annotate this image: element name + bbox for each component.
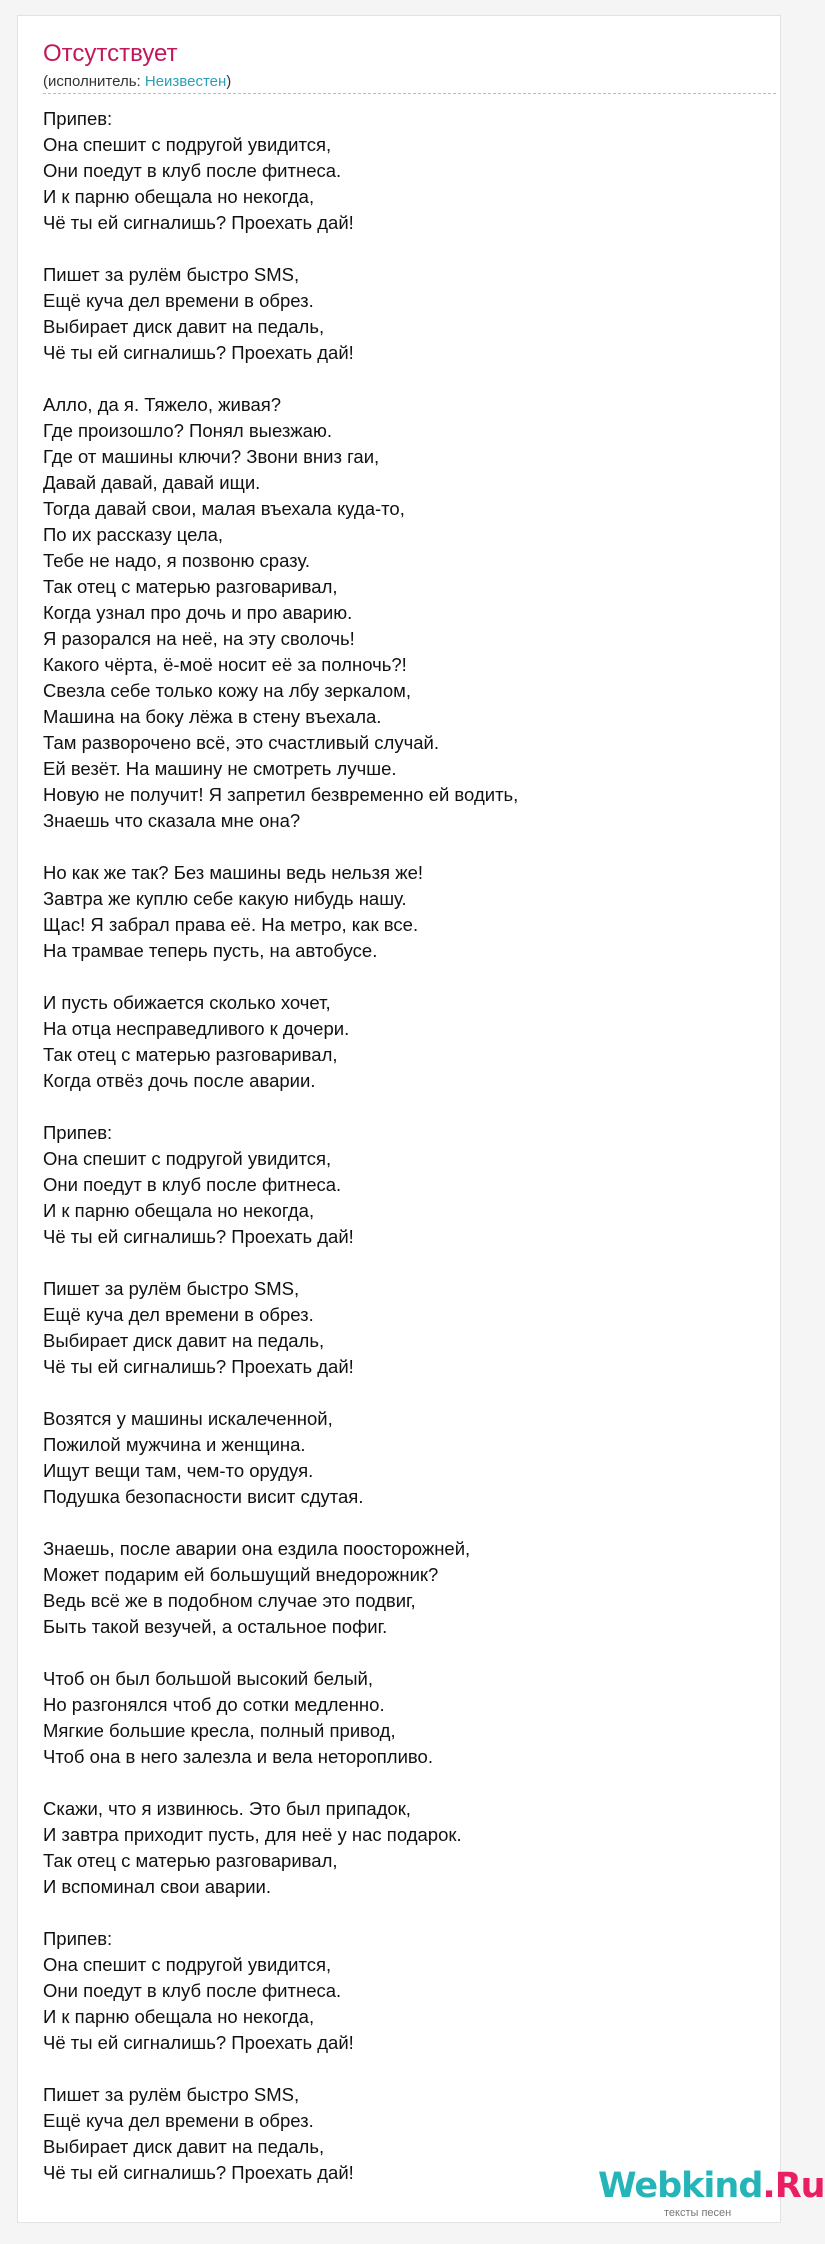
lyric-line: Выбирает диск давит на педаль, xyxy=(43,2136,325,2157)
lyrics-stanza xyxy=(43,1796,743,1900)
lyric-line: И к парню обещала но некогда, xyxy=(43,1200,315,1221)
lyric-line: Чтоб он был большой высокий белый, xyxy=(43,1668,374,1689)
lyric-line: Но разгонялся чтоб до сотки медленно. xyxy=(43,1694,385,1715)
artist-link[interactable]: Неизвестен xyxy=(144,73,227,90)
lyric-line: Чё ты ей сигналишь? Проехать дай! xyxy=(43,1226,354,1247)
lyrics-stanza xyxy=(43,106,743,236)
lyric-line: Свезла себе только кожу на лбу зеркалом, xyxy=(43,680,411,701)
lyric-line: Они поедут в клуб после фитнеса. xyxy=(43,1174,342,1195)
lyric-line: Припев: xyxy=(43,1122,113,1143)
lyric-line: Выбирает диск давит на педаль, xyxy=(43,316,325,337)
lyric-line: Где от машины ключи? Звони вниз гаи, xyxy=(43,446,380,467)
lyric-line: Ещё куча дел времени в обрез. xyxy=(43,1304,314,1325)
lyric-line: Она спешит с подругой увидится, xyxy=(43,1148,332,1169)
lyric-line: Ещё куча дел времени в обрез. xyxy=(43,2110,314,2131)
lyric-line: Они поедут в клуб после фитнеса. xyxy=(43,1980,342,2001)
lyric-line: Ей везёт. На машину не смотреть лучше. xyxy=(43,758,397,779)
logo-tagline: тексты песен xyxy=(664,2207,732,2219)
lyrics-stanza xyxy=(43,1926,743,2056)
artist-line xyxy=(43,72,231,92)
lyrics-stanza xyxy=(43,262,743,366)
lyric-line: Припев: xyxy=(43,108,113,129)
lyrics-stanza xyxy=(43,1406,743,1510)
lyrics-page xyxy=(17,15,825,2223)
lyric-line: Там разворочено всё, это счастливый случай. xyxy=(43,732,439,753)
lyric-line: Чё ты ей сигналишь? Проехать дай! xyxy=(43,2032,354,2053)
lyric-line: Может подарим ей большущий внедорожник? xyxy=(43,1564,439,1585)
dashed-divider xyxy=(43,93,776,94)
lyric-line: Где произошло? Понял выезжаю. xyxy=(43,420,332,441)
lyric-line: Машина на боку лёжа в стену въехала. xyxy=(43,706,382,727)
lyric-line: Щас! Я забрал права её. На метро, как все. xyxy=(43,914,419,935)
lyric-line: Так отец с матерью разговаривал, xyxy=(43,1850,338,1871)
lyrics-stanza xyxy=(43,1276,743,1380)
lyric-line: Припев: xyxy=(43,1928,113,1949)
lyric-line: Чтоб она в него залезла и вела неторопливо. xyxy=(43,1746,433,1767)
lyric-line: Пишет за рулём быстро SMS, xyxy=(43,1278,300,1299)
lyrics-body xyxy=(43,106,743,2212)
logo-web: Web xyxy=(598,2166,682,2206)
lyrics-stanza xyxy=(43,990,743,1094)
lyric-line: И к парню обещала но некогда, xyxy=(43,186,315,207)
lyric-line: Она спешит с подругой увидится, xyxy=(43,1954,332,1975)
artist-prefix: (исполнитель: xyxy=(43,73,145,90)
lyric-line: Пишет за рулём быстро SMS, xyxy=(43,264,300,285)
logo-wordmark xyxy=(598,2164,825,2208)
lyric-line: Подушка безопасности висит сдутая. xyxy=(43,1486,364,1507)
lyric-line: Скажи, что я извинюсь. Это был припадок, xyxy=(43,1798,411,1819)
lyric-line: Давай давай, давай ищи. xyxy=(43,472,261,493)
song-title: Отсутствует xyxy=(43,40,178,67)
lyric-line: Чё ты ей сигналишь? Проехать дай! xyxy=(43,212,354,233)
lyric-line: Выбирает диск давит на педаль, xyxy=(43,1330,325,1351)
lyric-line: По их рассказу цела, xyxy=(43,524,224,545)
lyric-line: Знаешь что сказала мне она? xyxy=(43,810,301,831)
lyric-line: На трамвае теперь пусть, на автобусе. xyxy=(43,940,378,961)
lyric-line: Чё ты ей сигналишь? Проехать дай! xyxy=(43,2162,354,2183)
lyric-line: Алло, да я. Тяжело, живая? xyxy=(43,394,282,415)
lyric-line: Но как же так? Без машины ведь нельзя же! xyxy=(43,862,424,883)
lyric-line: Так отец с матерью разговаривал, xyxy=(43,1044,338,1065)
lyric-line: Я разорался на неё, на эту сволочь! xyxy=(43,628,355,649)
lyric-line: Когда узнал про дочь и про аварию. xyxy=(43,602,353,623)
webkind-logo[interactable] xyxy=(598,2164,825,2244)
lyric-line: Тогда давай свои, малая въехала куда-то, xyxy=(43,498,405,519)
lyric-line: Завтра же куплю себе какую нибудь нашу. xyxy=(43,888,407,909)
lyric-line: И вспоминал свои аварии. xyxy=(43,1876,272,1897)
lyric-line: Пишет за рулём быстро SMS, xyxy=(43,2084,300,2105)
lyric-line: Когда отвёз дочь после аварии. xyxy=(43,1070,316,1091)
lyric-line: Так отец с матерью разговаривал, xyxy=(43,576,338,597)
lyrics-stanza xyxy=(43,860,743,964)
lyric-line: И пусть обижается сколько хочет, xyxy=(43,992,331,1013)
lyric-line: И к парню обещала но некогда, xyxy=(43,2006,315,2027)
lyric-line: Они поедут в клуб после фитнеса. xyxy=(43,160,342,181)
lyrics-stanza xyxy=(43,1666,743,1770)
logo-ru: .Ru xyxy=(762,2166,825,2206)
lyric-line: Ведь всё же в подобном случае это подвиг, xyxy=(43,1590,416,1611)
lyrics-stanza xyxy=(43,1120,743,1250)
lyric-line: Она спешит с подругой увидится, xyxy=(43,134,332,155)
lyric-line: Возятся у машины искалеченной, xyxy=(43,1408,333,1429)
lyric-line: Ищут вещи там, чем-то орудуя. xyxy=(43,1460,314,1481)
lyric-line: И завтра приходит пусть, для неё у нас подарок. xyxy=(43,1824,462,1845)
artist-suffix: ) xyxy=(226,73,232,90)
lyric-line: Мягкие большие кресла, полный привод, xyxy=(43,1720,396,1741)
lyric-line: Новую не получит! Я запретил безвременно ей водить, xyxy=(43,784,519,805)
lyric-line: Какого чёрта, ё-моё носит её за полночь?! xyxy=(43,654,407,675)
logo-kind: kind xyxy=(681,2166,763,2206)
lyric-line: На отца несправедливого к дочери. xyxy=(43,1018,350,1039)
lyric-line: Пожилой мужчина и женщина. xyxy=(43,1434,306,1455)
lyric-line: Чё ты ей сигналишь? Проехать дай! xyxy=(43,342,354,363)
lyric-line: Знаешь, после аварии она ездила поосторожней, xyxy=(43,1538,471,1559)
lyrics-stanza xyxy=(43,392,743,834)
lyric-line: Ещё куча дел времени в обрез. xyxy=(43,290,314,311)
lyrics-stanza xyxy=(43,1536,743,1640)
lyric-line: Быть такой везучей, а остальное пофиг. xyxy=(43,1616,388,1637)
lyric-line: Чё ты ей сигналишь? Проехать дай! xyxy=(43,1356,354,1377)
lyric-line: Тебе не надо, я позвоню сразу. xyxy=(43,550,310,571)
